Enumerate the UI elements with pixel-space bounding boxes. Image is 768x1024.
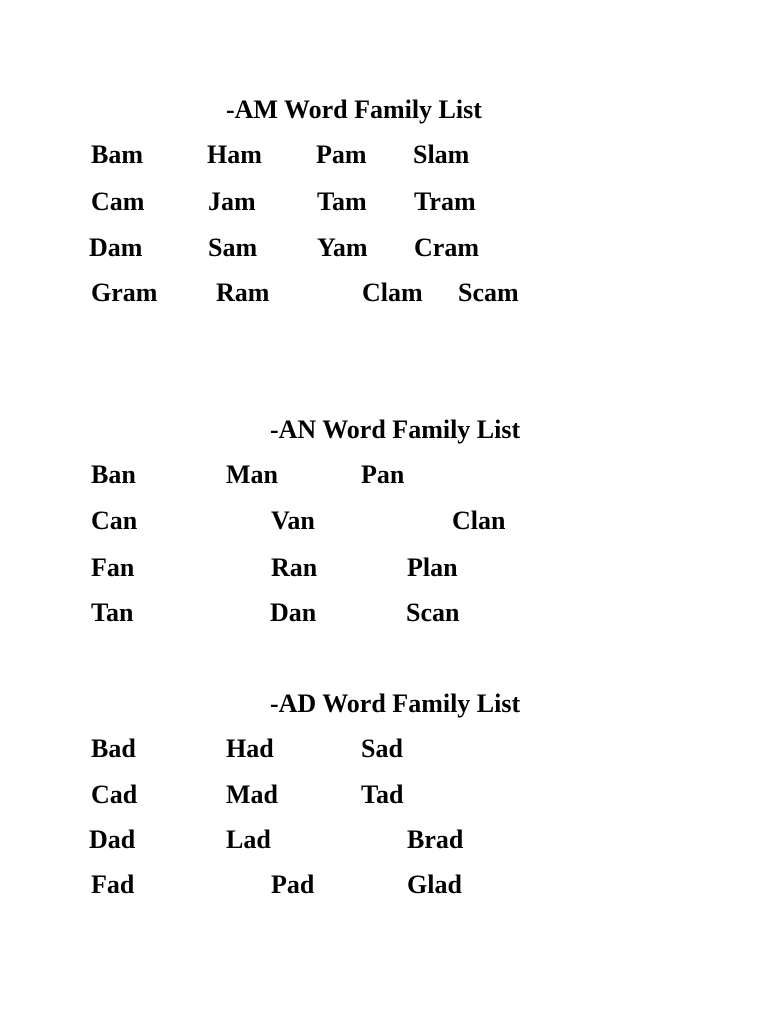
am-word: Sam <box>208 233 258 262</box>
ad-word: Glad <box>407 870 462 899</box>
am-word: Bam <box>91 140 143 169</box>
an-word: Pan <box>361 460 405 489</box>
ad-word: Fad <box>91 870 135 899</box>
ad-word: Mad <box>226 780 278 809</box>
ad-word: Brad <box>407 825 464 854</box>
am-word: Ram <box>216 278 270 307</box>
am-word: Clam <box>362 278 423 307</box>
an-word: Van <box>271 506 315 535</box>
am-section-title: -AM Word Family List <box>226 95 482 124</box>
am-word: Tam <box>317 187 367 216</box>
am-word: Scam <box>458 278 519 307</box>
ad-word: Sad <box>361 734 403 763</box>
ad-word: Had <box>226 734 274 763</box>
ad-word: Tad <box>361 780 404 809</box>
an-word: Dan <box>270 598 317 627</box>
an-section-title: -AN Word Family List <box>270 415 521 444</box>
an-word: Tan <box>91 598 134 627</box>
am-word: Slam <box>413 140 470 169</box>
am-word: Gram <box>91 278 158 307</box>
an-word: Fan <box>91 553 135 582</box>
ad-word: Lad <box>226 825 271 854</box>
an-word: Scan <box>406 598 460 627</box>
am-word: Yam <box>317 233 368 262</box>
am-word: Cram <box>414 233 479 262</box>
am-word: Ham <box>207 140 262 169</box>
ad-word: Bad <box>91 734 136 763</box>
ad-word: Pad <box>271 870 315 899</box>
an-word: Can <box>91 506 138 535</box>
ad-word: Dad <box>89 825 136 854</box>
am-word: Pam <box>316 140 367 169</box>
am-word: Jam <box>208 187 256 216</box>
an-word: Man <box>226 460 278 489</box>
an-word: Ban <box>91 460 136 489</box>
am-word: Cam <box>91 187 145 216</box>
an-word: Clan <box>452 506 506 535</box>
an-word: Plan <box>407 553 458 582</box>
an-word: Ran <box>271 553 318 582</box>
am-word: Tram <box>414 187 476 216</box>
ad-word: Cad <box>91 780 138 809</box>
am-word: Dam <box>89 233 143 262</box>
ad-section-title: -AD Word Family List <box>270 689 521 718</box>
